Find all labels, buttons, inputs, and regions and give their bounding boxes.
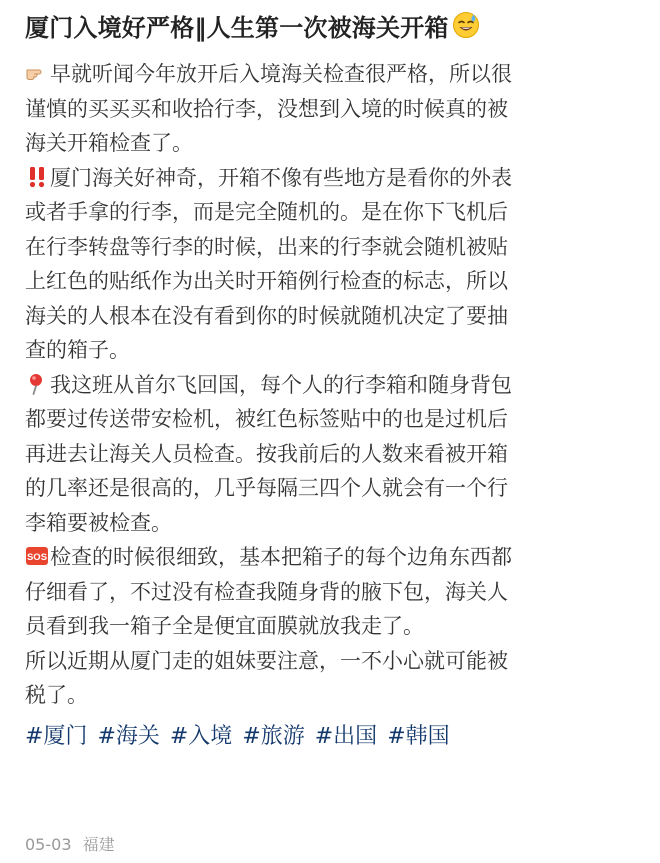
- paragraph-line: 谨慎的买买买和收拾行李，没想到入境的时候真的被: [25, 96, 508, 121]
- hashtag-list: [25, 719, 644, 750]
- paragraph-line: 税了。: [25, 683, 88, 707]
- line-text: 厦门海关好神奇，开箱不像有些地方是看你的外表: [50, 165, 512, 190]
- paragraph-line: 海关的人根本在没有看到你的时候就随机决定了要抽: [25, 303, 508, 328]
- paragraph-line: [25, 540, 644, 575]
- paragraph-line: 的几率还是很高的，几乎每隔三四个人就会有一个行: [25, 476, 508, 500]
- paragraph-line: [25, 57, 644, 92]
- hashtag-link[interactable]: #韩国: [387, 723, 450, 749]
- line-text: 早就听闻今年放开后入境海关检查很严格，所以很: [50, 62, 512, 86]
- post-date: 05-03: [25, 835, 72, 854]
- post-title-row: [25, 4, 644, 46]
- double-exclamation-icon: [25, 165, 49, 189]
- paragraph-line: 都要过传送带安检机，被红色标签贴中的也是过机后: [25, 407, 508, 431]
- post-location: 福建: [82, 835, 115, 854]
- paragraph-2: [25, 161, 644, 368]
- paragraph-5: [25, 644, 644, 713]
- paragraph-line: 海关开箱检查了。: [25, 131, 193, 155]
- post-body: [25, 57, 644, 713]
- line-text: 检查的时候很细致，基本把箱子的每个边角东西都: [50, 545, 512, 569]
- map-pin-icon: [25, 372, 49, 396]
- paragraph-line: [25, 161, 644, 196]
- paragraph-line: 再进去让海关人员检查。按我前后的人数来看被开箱: [25, 441, 508, 466]
- paragraph-line: 查的箱子。: [25, 338, 130, 362]
- post-meta: [25, 832, 121, 855]
- sos-icon: [25, 544, 49, 568]
- post-title: 厦门入境好严格‖人生第一次被海关开箱: [25, 13, 449, 42]
- paragraph-1: [25, 57, 644, 161]
- paragraph-3: [25, 368, 644, 541]
- paragraph-line: 员看到我一箱子全是便宜面膜就放我走了。: [25, 614, 424, 638]
- hashtag-link[interactable]: #入境: [169, 723, 233, 749]
- paragraph-line: 在行李转盘等行李的时候，出来的行李就会随机被贴: [25, 234, 508, 259]
- paragraph-line: 所以近期从厦门走的姐妹要注意，一不小心就可能被: [25, 648, 508, 673]
- pointing-right-hand-icon: [25, 61, 49, 85]
- paragraph-line: 上红色的贴纸作为出关时开箱例行检查的标志，所以: [25, 269, 508, 293]
- paragraph-line: 仔细看了，不过没有检查我随身背的腋下包，海关人: [25, 579, 508, 604]
- hashtag-link[interactable]: #厦门: [25, 723, 88, 749]
- sweat-smile-emoji-icon: [452, 11, 480, 39]
- hashtag-link[interactable]: #旅游: [242, 723, 305, 749]
- line-text: 我这班从首尔飞回国，每个人的行李箱和随身背包: [50, 372, 512, 397]
- paragraph-4: [25, 540, 644, 644]
- hashtag-link[interactable]: #出国: [314, 723, 378, 749]
- paragraph-line: 李箱要被检查。: [25, 510, 172, 535]
- svg-text:SOS: SOS: [26, 552, 48, 563]
- paragraph-line: 或者手拿的行李，而是完全随机的。是在你下飞机后: [25, 200, 508, 224]
- hashtag-link[interactable]: #海关: [97, 723, 160, 749]
- paragraph-line: [25, 368, 644, 403]
